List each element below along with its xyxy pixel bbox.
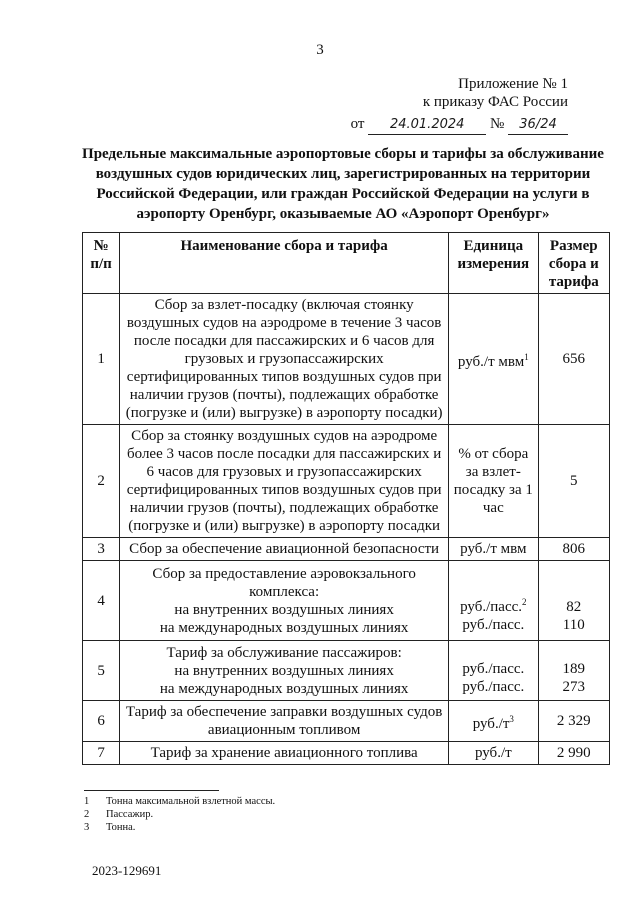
row-unit: руб./т мвм$^1$ [449,294,539,425]
row-value: 189 273 [538,641,609,701]
table-row [83,538,610,561]
row-num: 3 [83,538,120,561]
document-number: 2023-129691 [92,863,162,878]
row-value: 2 329 [538,701,609,742]
table-header-row [83,233,610,294]
order-date: 24.01.2024 [389,117,465,132]
annex-order-line [350,111,568,137]
header-unit: Единица измерения [449,233,539,294]
row-unit: руб./пасс. руб./пасс. [449,641,539,701]
footnote: 2 Пассажир. [84,809,154,820]
order-number-prefix: № [489,116,505,132]
row-num: 4 [83,561,120,641]
footnote: 1 Тонна максимальной взлетной массы. [84,796,276,807]
table-row [83,425,610,538]
tariffs-table [82,232,610,765]
row-num: 2 [83,425,120,538]
annex-title: Приложение № 1 [458,76,568,92]
row-unit: % от сбора за взлет-посадку за 1 час [449,425,539,538]
table-row [83,701,610,742]
order-number: 36/24 [519,117,557,132]
header-name: Наименование сбора и тарифа [120,233,449,294]
row-name: Тариф за хранение авиационного топлива [120,742,449,765]
row-value: 82 110 [538,561,609,641]
order-date-prefix: от [350,116,365,132]
row-unit: руб./т мвм [449,538,539,561]
annex-order-ref: к приказу ФАС России [422,94,568,110]
row-num: 5 [83,641,120,701]
table-row [83,561,610,641]
table-row [83,742,610,765]
annex-block [350,75,568,137]
page-number: 3 [316,42,324,58]
row-unit: руб./т [449,742,539,765]
row-unit: руб./пасс.$^2$ руб./пасс. [449,561,539,641]
table-row [83,294,610,425]
footnote: 3 Тонна. [84,822,136,833]
row-value: 806 [538,538,609,561]
header-num: № п/п [83,233,120,294]
row-num: 1 [83,294,120,425]
table-row [83,641,610,701]
document-title: Предельные максимальные аэропортовые сборы и тарифы за обслуживание воздушных судов юридических лиц, зарегистрированных на территории Российской Федерации, или граждан Российской Федерации на услуги в аэропорту Оренбург, оказываемые АО «Аэропорт Оренбург» [82,146,604,222]
row-name: Сбор за стоянку воздушных судов на аэродроме более 3 часов после посадки для пассажирских и 6 часов для грузовых и грузопассажирских сертифицированных типов воздушных судов при наличии грузов (почты), подлежащих обработке (погрузке и (или) выгрузке) в аэропорту посадки [120,425,449,538]
header-size: Размер сбора и тарифа [538,233,609,294]
row-name: Тариф за обеспечение заправки воздушных судов авиационным топливом [120,701,449,742]
row-name: Сбор за взлет-посадку (включая стоянку воздушных судов на аэродроме в течение 3 часов после посадки для пассажирских и 6 часов для грузовых и грузопассажирских сертифицированных типов воздушных судов при наличии грузов (почты), подлежащих обработке (погрузке и (или) выгрузке) в аэропорту посадки) [120,294,449,425]
row-name: Сбор за обеспечение авиационной безопасности [120,538,449,561]
row-name: Сбор за предоставление аэровокзального комплекса: на внутренних воздушных линиях на международных воздушных линиях [120,561,449,641]
row-name: Тариф за обслуживание пассажиров: на внутренних воздушных линиях на международных воздушных линиях [120,641,449,701]
row-value: 2 990 [538,742,609,765]
row-unit: $руб./т^3$ [449,701,539,742]
row-num: 6 [83,701,120,742]
footnote-divider [84,790,219,791]
row-value: 656 [538,294,609,425]
row-num: 7 [83,742,120,765]
footnotes [84,790,275,834]
row-value: 5 [538,425,609,538]
